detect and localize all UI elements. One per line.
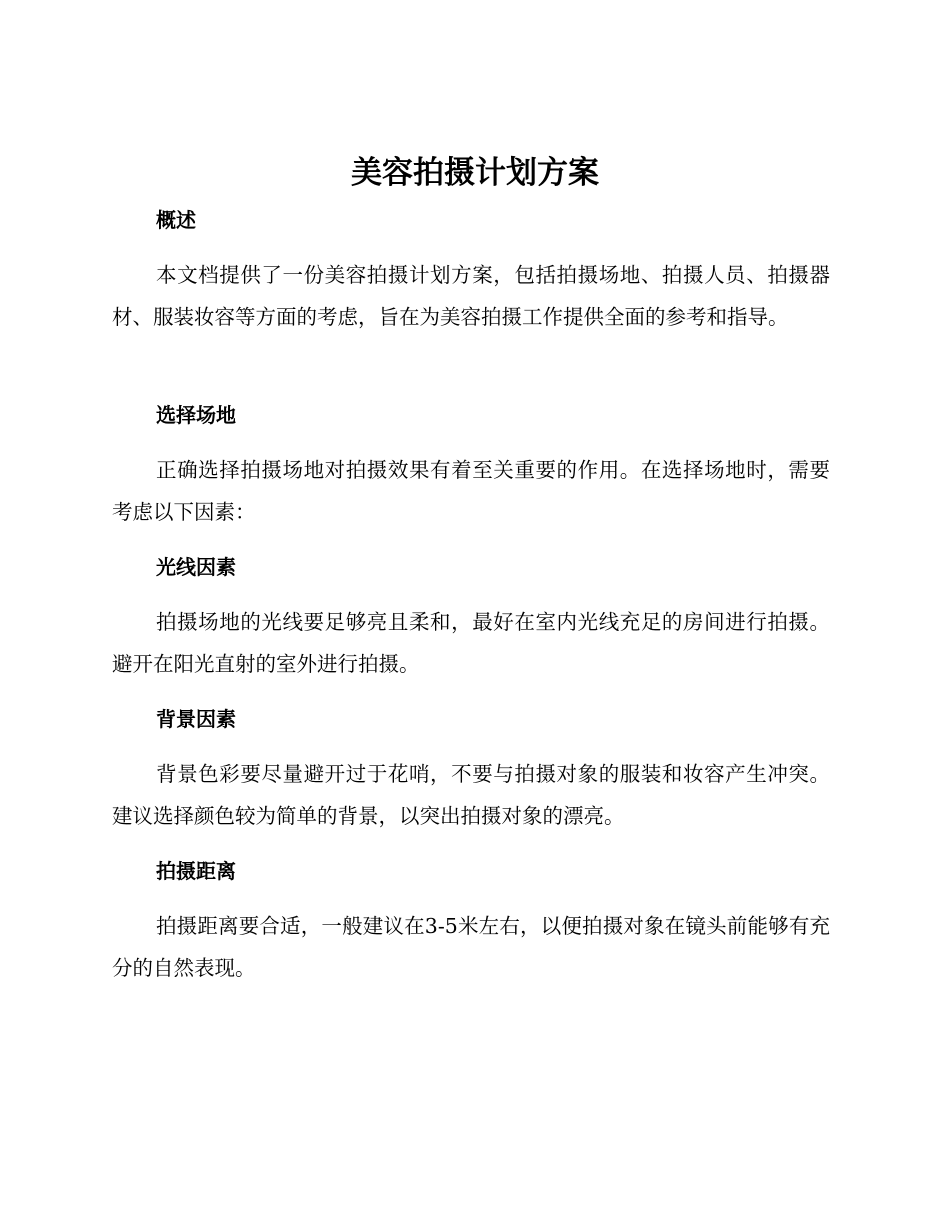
section-body-venue: 正确选择拍摄场地对拍摄效果有着至关重要的作用。在选择场地时，需要考虑以下因素：: [112, 458, 830, 524]
section-body-background: 背景色彩要尽量避开过于花哨，不要与拍摄对象的服装和妆容产生冲突。建议选择颜色较为简单的背景，以突出拍摄对象的漂亮。: [112, 762, 830, 828]
section-heading-background: 背景因素: [156, 707, 236, 731]
section-heading-distance: 拍摄距离: [156, 859, 236, 883]
section-heading-overview: 概述: [156, 208, 196, 232]
page-title: 美容拍摄计划方案: [351, 155, 599, 191]
section-body-distance: 拍摄距离要合适，一般建议在3-5米左右，以便拍摄对象在镜头前能够有充分的自然表现。: [112, 914, 830, 980]
section-heading-lighting: 光线因素: [156, 555, 236, 579]
section-body-overview: 本文档提供了一份美容拍摄计划方案，包括拍摄场地、拍摄人员、拍摄器材、服装妆容等方面的考虑，旨在为美容拍摄工作提供全面的参考和指导。: [112, 263, 830, 329]
section-body-lighting: 拍摄场地的光线要足够亮且柔和，最好在室内光线充足的房间进行拍摄。避开在阳光直射的室外进行拍摄。: [112, 610, 830, 676]
section-heading-venue: 选择场地: [156, 403, 236, 427]
